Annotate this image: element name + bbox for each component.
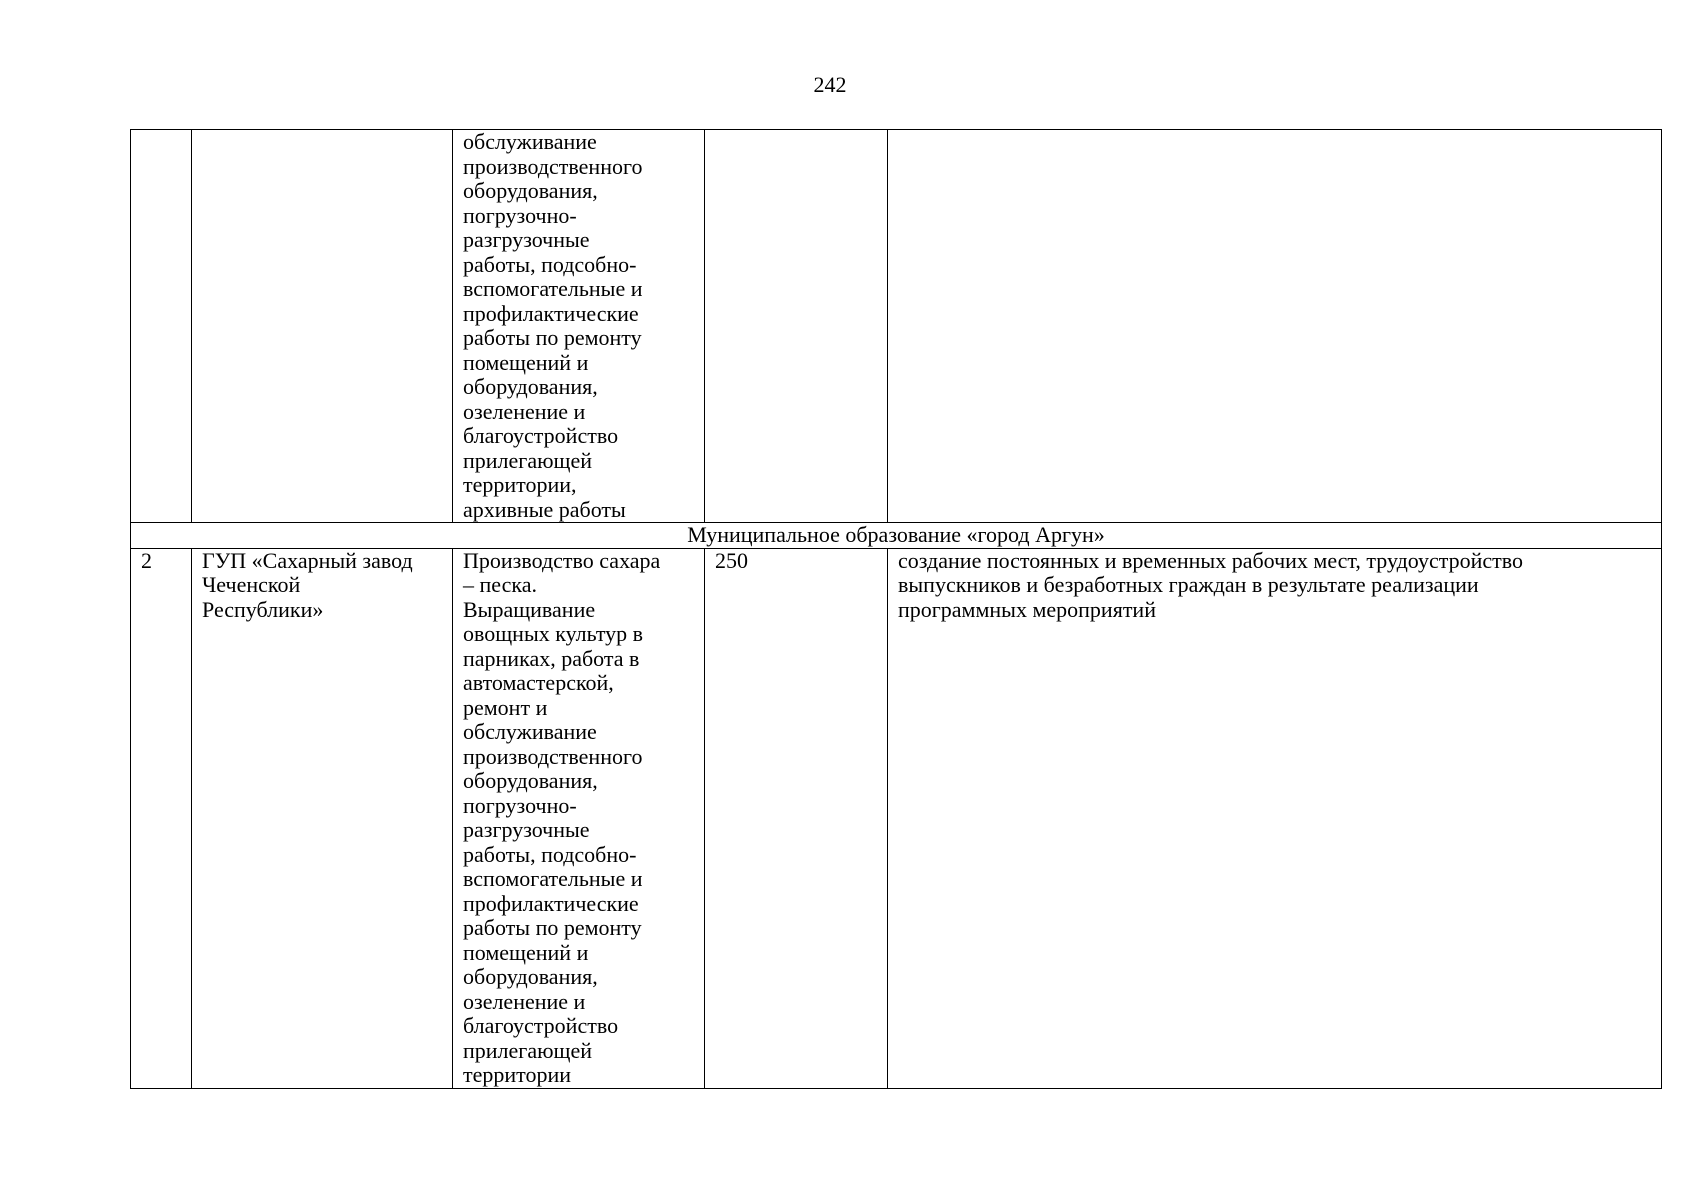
section-header: Муниципальное образование «город Аргун» [131, 523, 1662, 549]
activity-line: благоустройство [463, 1013, 619, 1038]
activity-line: автомастерской, [463, 670, 614, 695]
activity-line: благоустройство [463, 423, 619, 448]
activity-line: архивные работы [463, 496, 626, 522]
activity-line: озеленение и [463, 398, 586, 424]
organization-line: Республики» [202, 596, 324, 622]
table-row [131, 548, 1662, 1088]
activity-line: работы, подсобно- [463, 841, 637, 867]
section-header-row [131, 523, 1662, 549]
activity-line: Производство сахара [463, 547, 661, 573]
activity-line: обслуживание [463, 719, 597, 744]
organization-line: ГУП «Сахарный завод [202, 547, 413, 573]
result-cell [888, 130, 1662, 523]
activity-line: помещений и [463, 939, 589, 965]
result-line: выпускников и безработных граждан в результате реализации [898, 572, 1479, 597]
activity-line: работы по ремонту [463, 325, 642, 350]
page-number: 242 [813, 72, 847, 97]
activity-line: – песка. [463, 572, 537, 597]
activity-line: ремонт и [463, 694, 548, 720]
jobs-count-cell: 250 [705, 548, 888, 1088]
activity-line: погрузочно- [463, 792, 577, 818]
activity-line: профилактические [463, 890, 639, 916]
activity-line: территории [463, 1062, 572, 1087]
activity-line: разгрузочные [463, 817, 590, 842]
activity-line: профилактические [463, 300, 639, 326]
result-line: создание постоянных и временных рабочих мест, трудоустройство [898, 547, 1523, 573]
organization-cell [192, 548, 453, 1088]
activity-line: парниках, работа в [463, 645, 640, 671]
organization-cell [192, 130, 453, 523]
result-line: программных мероприятий [898, 596, 1156, 622]
activity-line: вспомогательные и [463, 866, 643, 891]
row-number-cell: 2 [131, 548, 192, 1088]
activity-line: территории, [463, 472, 577, 497]
activity-line: овощных культур в [463, 621, 644, 646]
result-cell [888, 548, 1662, 1088]
activity-line: прилегающей [463, 1037, 592, 1063]
activity-line: оборудования, [463, 768, 598, 793]
activity-line: обслуживание [463, 129, 597, 154]
activity-line: Выращивание [463, 596, 596, 622]
activity-line: оборудования, [463, 374, 598, 399]
row-number-cell [131, 130, 192, 523]
activity-line: разгрузочные [463, 227, 590, 252]
activity-line: прилегающей [463, 447, 592, 473]
employment-table [130, 129, 1662, 1089]
activity-cell [453, 130, 705, 523]
activity-line: работы, подсобно- [463, 251, 637, 277]
activity-line: производственного [463, 153, 643, 179]
table-row-continued [131, 130, 1662, 523]
activity-cell [453, 548, 705, 1088]
activity-line: озеленение и [463, 988, 586, 1014]
organization-line: Чеченской [202, 572, 301, 597]
activity-line: производственного [463, 743, 643, 769]
activity-line: вспомогательные и [463, 276, 643, 301]
activity-line: помещений и [463, 349, 589, 375]
jobs-count-cell [705, 130, 888, 523]
activity-line: работы по ремонту [463, 915, 642, 940]
activity-line: оборудования, [463, 178, 598, 203]
activity-line: погрузочно- [463, 202, 577, 228]
activity-line: оборудования, [463, 964, 598, 989]
